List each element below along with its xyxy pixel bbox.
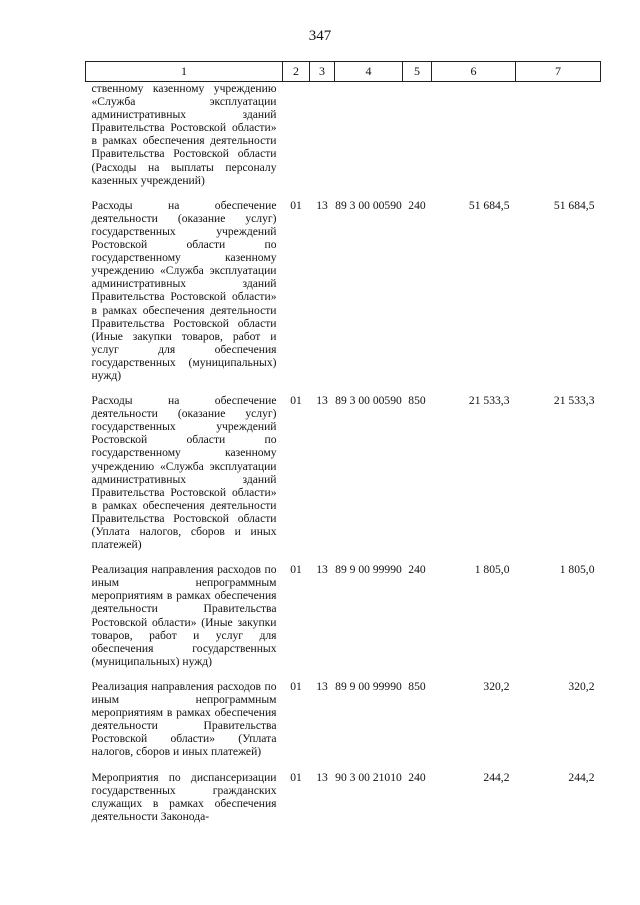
row-amount-1: 244,2 xyxy=(483,770,510,784)
row-expense-type: 240 xyxy=(408,198,426,212)
row-section: 01 xyxy=(290,198,302,212)
row-description: Мероприятия по диспансеризации государственных гражданских служащих в рамках обеспечения деятельности Законода- xyxy=(91,770,277,823)
row-description: Расходы на обеспечение деятельности (оказание услуг) государственных учреждений Ростовской области по государственному казенному учреждению «Служба эксплуатации административных зданий Правительства Ростовской области» в рамках обеспечения деятельности Правительства Ростовской области (Уплата налогов, сборов и иных платежей) xyxy=(91,394,277,552)
row-subsection: 13 xyxy=(316,563,328,577)
header-row xyxy=(86,62,601,82)
row-expense-type: 240 xyxy=(408,770,426,784)
table-row xyxy=(86,199,601,394)
table-row xyxy=(86,563,601,680)
table-row xyxy=(86,82,601,199)
row-section: 01 xyxy=(290,679,302,693)
row-amount-1: 51 684,5 xyxy=(468,198,510,212)
budget-table xyxy=(85,61,601,835)
row-expense-type: 240 xyxy=(408,563,426,577)
header-col-3: 3 xyxy=(310,62,335,82)
row-amount-1: 21 533,3 xyxy=(468,394,510,408)
row-target-article: 89 3 00 00590 xyxy=(335,198,402,212)
row-section: 01 xyxy=(290,770,302,784)
row-description: Реализация направления расходов по иным непрограммным мероприятиям в рамках обеспечения деятельности Правительства Ростовской области» (Уплата налогов, сборов и иных платежей) xyxy=(91,679,277,759)
row-section: 01 xyxy=(290,394,302,408)
row-section: 01 xyxy=(290,563,302,577)
header-col-5: 5 xyxy=(403,62,432,82)
row-target-article: 89 9 00 99990 xyxy=(335,563,402,577)
header-col-7: 7 xyxy=(516,62,601,82)
table-row xyxy=(86,680,601,771)
row-target-article: 89 9 00 99990 xyxy=(335,679,402,693)
header-col-2: 2 xyxy=(283,62,310,82)
row-amount-1 xyxy=(432,82,516,199)
row-amount-2: 244,2 xyxy=(568,770,595,784)
row-subsection: 13 xyxy=(316,394,328,408)
header-col-1: 1 xyxy=(86,62,283,82)
row-target-article: 89 3 00 00590 xyxy=(335,394,402,408)
row-target-article xyxy=(335,82,403,199)
row-description: Реализация направления расходов по иным непрограммным мероприятиям в рамках обеспечения деятельности Правительства Ростовской области» (Иные закупки товаров, работ и услуг для обеспечения государственных (муниципальных) нужд) xyxy=(91,563,277,668)
row-amount-1: 1 805,0 xyxy=(474,563,510,577)
row-amount-2: 21 533,3 xyxy=(553,394,595,408)
row-amount-2: 51 684,5 xyxy=(553,198,595,212)
row-amount-1: 320,2 xyxy=(483,679,510,693)
table-row xyxy=(86,394,601,563)
row-expense-type: 850 xyxy=(408,679,426,693)
row-section xyxy=(283,82,310,199)
row-expense-type xyxy=(403,82,432,199)
row-amount-2 xyxy=(516,82,601,199)
header-col-6: 6 xyxy=(432,62,516,82)
page-number: 347 xyxy=(308,28,332,44)
row-amount-2: 1 805,0 xyxy=(559,563,595,577)
row-subsection: 13 xyxy=(316,198,328,212)
row-expense-type: 850 xyxy=(408,394,426,408)
row-description: ственному казенному учреждению «Служба эксплуатации административных зданий Правительства Ростовской области» в рамках обеспечения деятельности Правительства Ростовской области (Расходы на выплаты персоналу казенных учреждений) xyxy=(91,82,277,187)
table-row xyxy=(86,771,601,835)
row-subsection xyxy=(310,82,335,199)
row-subsection: 13 xyxy=(316,770,328,784)
row-amount-2: 320,2 xyxy=(568,679,595,693)
header-col-4: 4 xyxy=(335,62,403,82)
row-subsection: 13 xyxy=(316,679,328,693)
row-target-article: 90 3 00 21010 xyxy=(335,770,402,784)
row-description: Расходы на обеспечение деятельности (оказание услуг) государственных учреждений Ростовской области по государственному казенному учреждению «Служба эксплуатации административных зданий Правительства Ростовской области» в рамках обеспечения деятельности Правительства Ростовской области (Иные закупки товаров, работ и услуг для обеспечения государственных (муниципальных) нужд) xyxy=(91,198,277,382)
